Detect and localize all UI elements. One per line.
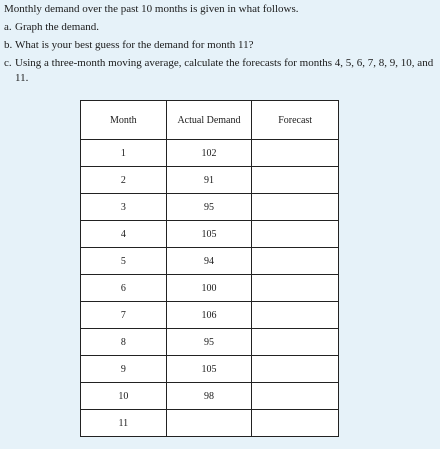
- forecast-cell[interactable]: [252, 248, 339, 275]
- month-cell: 5: [81, 248, 167, 275]
- table-row: [81, 410, 339, 437]
- forecast-cell[interactable]: [252, 167, 339, 194]
- part-c-text: Using a three-month moving average, calculate the forecasts for months 4, 5, 6, 7, 8, 9, 10, and 11.: [15, 57, 434, 84]
- table-row: [81, 329, 339, 356]
- demand-cell: 94: [166, 248, 252, 275]
- demand-cell: 106: [166, 302, 252, 329]
- table-row: [81, 167, 339, 194]
- table-header-row: [81, 101, 339, 140]
- problem-statement: [4, 2, 436, 86]
- demand-cell: 95: [166, 329, 252, 356]
- part-c-label: c.: [4, 57, 12, 69]
- month-cell: 8: [81, 329, 167, 356]
- problem-intro: Monthly demand over the past 10 months is given in what follows.: [4, 3, 299, 15]
- demand-cell: 105: [166, 356, 252, 383]
- table-row: [81, 302, 339, 329]
- month-cell: 1: [81, 140, 167, 167]
- part-b-label: b.: [4, 39, 13, 51]
- forecast-cell[interactable]: [252, 140, 339, 167]
- forecast-cell[interactable]: [252, 383, 339, 410]
- part-a-text: Graph the demand.: [15, 21, 99, 33]
- table-row: [81, 383, 339, 410]
- forecast-cell[interactable]: [252, 275, 339, 302]
- demand-cell: 102: [166, 140, 252, 167]
- part-c: [4, 56, 436, 86]
- month-cell: 6: [81, 275, 167, 302]
- part-a-label: a.: [4, 21, 12, 33]
- demand-table: [80, 100, 339, 437]
- demand-cell: 95: [166, 194, 252, 221]
- demand-cell[interactable]: [166, 410, 252, 437]
- part-a: [4, 20, 436, 35]
- month-cell: 10: [81, 383, 167, 410]
- month-cell: 7: [81, 302, 167, 329]
- header-month: Month: [81, 101, 167, 140]
- part-b-text: What is your best guess for the demand for month 11?: [15, 39, 254, 51]
- month-cell: 3: [81, 194, 167, 221]
- month-cell: 2: [81, 167, 167, 194]
- demand-cell: 105: [166, 221, 252, 248]
- table-row: [81, 221, 339, 248]
- table-row: [81, 248, 339, 275]
- demand-cell: 100: [166, 275, 252, 302]
- forecast-cell[interactable]: [252, 356, 339, 383]
- demand-cell: 98: [166, 383, 252, 410]
- month-cell: 9: [81, 356, 167, 383]
- header-actual-demand: Actual Demand: [166, 101, 252, 140]
- table-row: [81, 356, 339, 383]
- forecast-cell[interactable]: [252, 302, 339, 329]
- forecast-cell[interactable]: [252, 410, 339, 437]
- part-b: [4, 38, 436, 53]
- forecast-cell[interactable]: [252, 329, 339, 356]
- table-row: [81, 275, 339, 302]
- table-row: [81, 140, 339, 167]
- demand-cell: 91: [166, 167, 252, 194]
- forecast-cell[interactable]: [252, 194, 339, 221]
- forecast-cell[interactable]: [252, 221, 339, 248]
- header-forecast: Forecast: [252, 101, 339, 140]
- month-cell: 11: [81, 410, 167, 437]
- table-row: [81, 194, 339, 221]
- month-cell: 4: [81, 221, 167, 248]
